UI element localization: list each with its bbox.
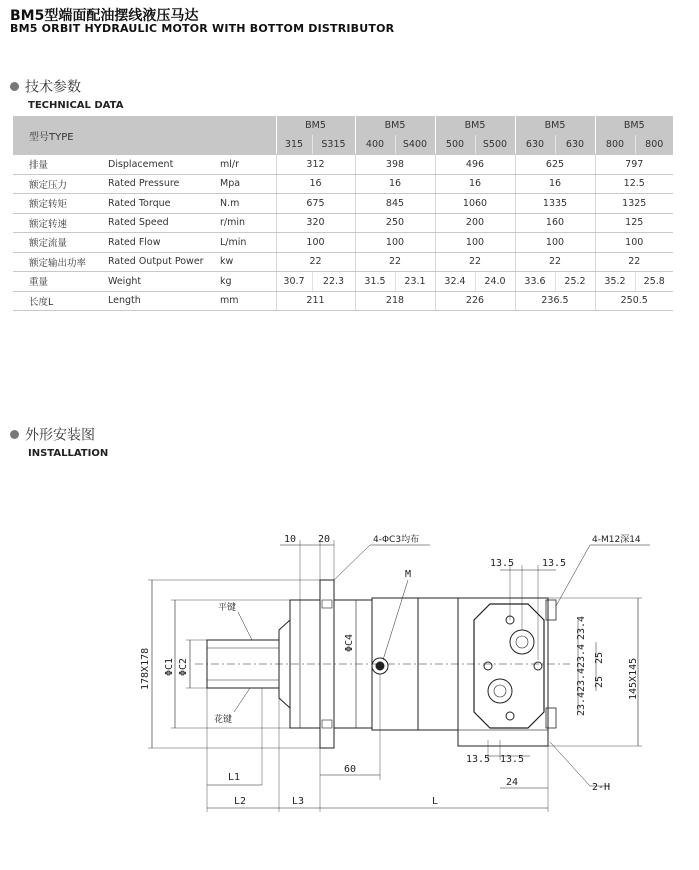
cell: 25.2	[555, 272, 595, 292]
thread-label: 4-M12深14	[592, 535, 641, 545]
drain-label: 2-H	[592, 782, 611, 793]
model-header-3: BM5	[435, 116, 515, 135]
row-unit: ml/r	[217, 155, 276, 175]
model-sub: 800	[635, 135, 673, 155]
row-unit: Mpa	[217, 174, 276, 194]
row-label-cn: 排量	[13, 155, 105, 175]
technical-heading-en: TECHNICAL DATA	[28, 99, 124, 111]
installation-heading-cn: 外形安装图	[25, 427, 95, 444]
port-a	[510, 630, 534, 654]
cell: 625	[515, 155, 595, 175]
dim-l1: L1	[228, 772, 241, 783]
model-sub: S400	[395, 135, 435, 155]
model-sub: 630	[555, 135, 595, 155]
row-label-cn: 额定压力	[13, 174, 105, 194]
page-subtitle: BM5 ORBIT HYDRAULIC MOTOR WITH BOTTOM DISTRIBUTOR	[10, 22, 395, 35]
cell: 22	[355, 252, 435, 272]
row-label-cn: 额定转速	[13, 213, 105, 233]
cell: 25.8	[635, 272, 673, 292]
model-sub: 630	[515, 135, 555, 155]
row-unit: kw	[217, 252, 276, 272]
model-header-4: BM5	[515, 116, 595, 135]
cell: 100	[276, 233, 355, 253]
model-sub: S500	[475, 135, 515, 155]
row-label-en: Length	[105, 291, 217, 311]
cell: 24.0	[475, 272, 515, 292]
cell: 16	[355, 174, 435, 194]
row-label-en: Rated Output Power	[105, 252, 217, 272]
row-label-cn: 额定流量	[13, 233, 105, 253]
cell: 797	[595, 155, 673, 175]
m-port-label: M	[405, 569, 412, 580]
row-label-cn: 重量	[13, 272, 105, 292]
cell: 33.6	[515, 272, 555, 292]
dim-178x178: 178X178	[140, 647, 151, 690]
dim-20: 20	[318, 534, 331, 545]
model-header-2: BM5	[355, 116, 435, 135]
cell: 250.5	[595, 291, 673, 311]
cell: 218	[355, 291, 435, 311]
dim-60: 60	[344, 764, 357, 775]
dim-13-5-bottom: 13.5	[500, 754, 525, 765]
cell: 1335	[515, 194, 595, 214]
row-label-en: Weight	[105, 272, 217, 292]
row-unit: N.m	[217, 194, 276, 214]
cell: 22	[435, 252, 515, 272]
dim-l: L	[432, 796, 439, 807]
cell: 125	[595, 213, 673, 233]
dim-13-5-left: 13.5	[490, 558, 515, 569]
dim-13-5-right: 13.5	[542, 558, 567, 569]
technical-heading-cn: 技术参数	[25, 79, 81, 96]
row-unit: r/min	[217, 213, 276, 233]
dim-l2: L2	[234, 796, 247, 807]
cell: 100	[355, 233, 435, 253]
cell: 22	[595, 252, 673, 272]
dim-23-4: 23.4	[576, 691, 587, 716]
cell: 30.7	[276, 272, 312, 292]
row-label-en: Rated Speed	[105, 213, 217, 233]
installation-heading-en: INSTALLATION	[28, 447, 109, 459]
cell: 160	[515, 213, 595, 233]
cell: 16	[515, 174, 595, 194]
model-header-5: BM5	[595, 116, 673, 135]
cell: 226	[435, 291, 515, 311]
cell: 100	[515, 233, 595, 253]
type-header: 型号TYPE	[13, 116, 276, 155]
cell: 22	[276, 252, 355, 272]
cell: 236.5	[515, 291, 595, 311]
dim-c2: ΦC2	[178, 657, 189, 676]
cell: 845	[355, 194, 435, 214]
dim-c4: ΦC4	[344, 633, 355, 652]
cell: 1060	[435, 194, 515, 214]
model-sub: 400	[355, 135, 395, 155]
cell: 320	[276, 213, 355, 233]
row-unit: L/min	[217, 233, 276, 253]
row-label-cn: 额定转矩	[13, 194, 105, 214]
cell: 32.4	[435, 272, 475, 292]
port-cover	[458, 598, 548, 746]
dim-c1: ΦC1	[164, 657, 175, 676]
cell: 398	[355, 155, 435, 175]
dim-13-5-bottom: 13.5	[466, 754, 491, 765]
model-sub: 800	[595, 135, 635, 155]
cell: 23.1	[395, 272, 435, 292]
cell: 100	[595, 233, 673, 253]
cell: 200	[435, 213, 515, 233]
dim-25: 25	[594, 651, 605, 664]
cell: 100	[435, 233, 515, 253]
cell: 1325	[595, 194, 673, 214]
row-label-cn: 额定输出功率	[13, 252, 105, 272]
dim-145x145: 145X145	[628, 657, 639, 700]
row-unit: kg	[217, 272, 276, 292]
cell: 250	[355, 213, 435, 233]
cell: 31.5	[355, 272, 395, 292]
cell: 496	[435, 155, 515, 175]
cell: 16	[276, 174, 355, 194]
model-sub: 500	[435, 135, 475, 155]
cell: 16	[435, 174, 515, 194]
flat-key-label: 平键	[218, 603, 237, 613]
cell: 35.2	[595, 272, 635, 292]
dim-24: 24	[506, 777, 519, 788]
cell: 12.5	[595, 174, 673, 194]
page-title: BM5型端面配油摆线液压马达	[10, 8, 199, 24]
dim-25: 25	[594, 675, 605, 688]
dim-23-4: 23.4	[576, 643, 587, 668]
model-sub: 315	[276, 135, 312, 155]
row-unit: mm	[217, 291, 276, 311]
model-header-1: BM5	[276, 116, 355, 135]
cell: 22.3	[312, 272, 355, 292]
cell: 312	[276, 155, 355, 175]
dim-10: 10	[284, 534, 297, 545]
row-label-en: Rated Torque	[105, 194, 217, 214]
row-label-en: Displacement	[105, 155, 217, 175]
cell: 22	[515, 252, 595, 272]
cell: 675	[276, 194, 355, 214]
dim-l3: L3	[292, 796, 305, 807]
row-label-cn: 长度L	[13, 291, 105, 311]
row-label-en: Rated Pressure	[105, 174, 217, 194]
model-sub: S315	[312, 135, 355, 155]
row-label-en: Rated Flow	[105, 233, 217, 253]
spline-key-label: 花键	[214, 715, 233, 725]
cell: 211	[276, 291, 355, 311]
port-b	[488, 679, 512, 703]
dim-23-4: 23.4	[576, 615, 587, 640]
dim-23-4: 23.4	[576, 667, 587, 692]
holes-label: 4-ΦC3均布	[373, 535, 420, 545]
